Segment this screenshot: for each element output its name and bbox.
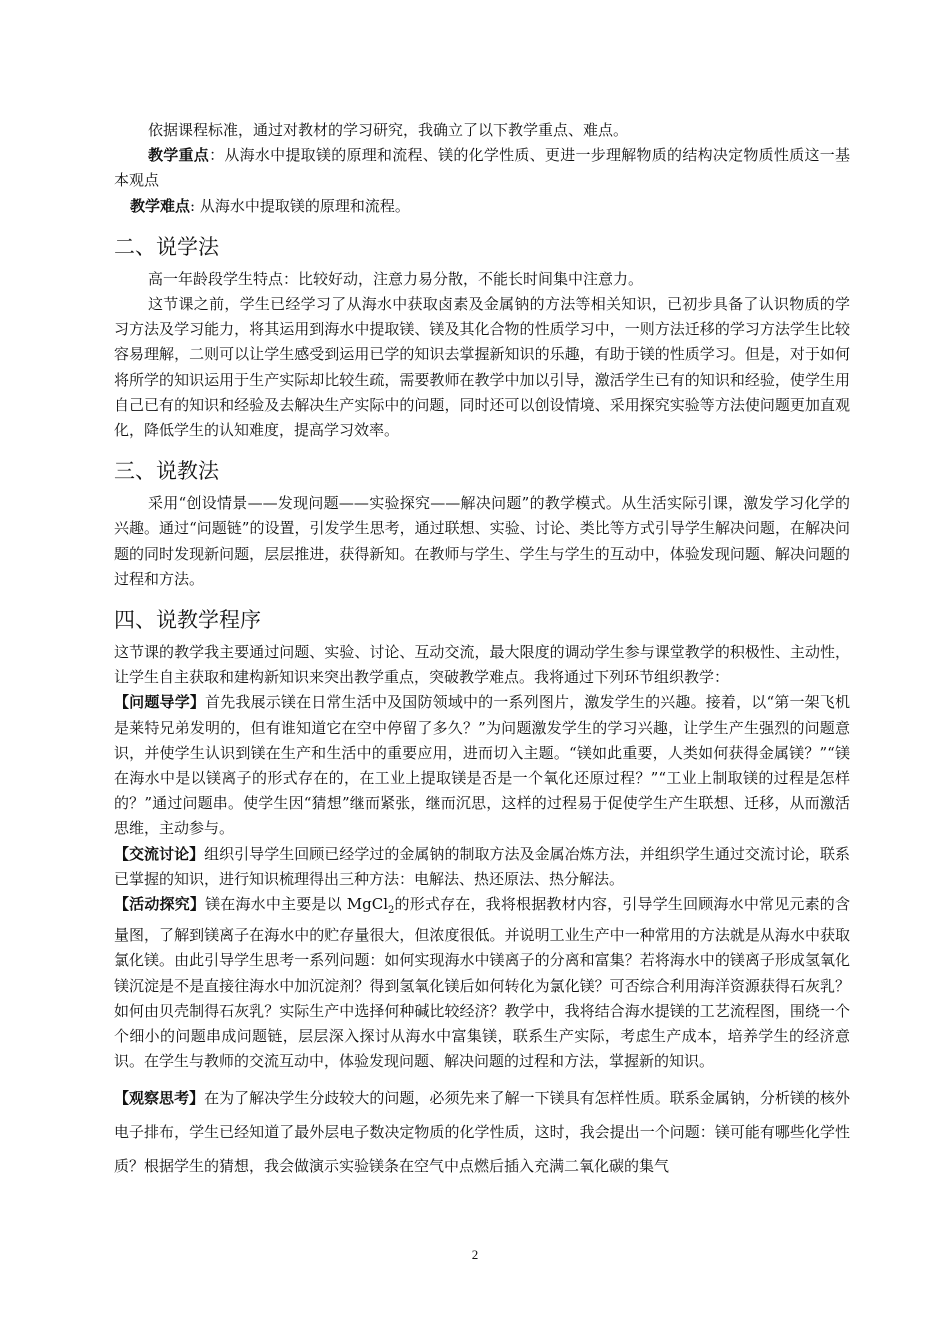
discussion-text: 组织引导学生回顾已经学过的金属钠的制取方法及金属冶炼方法，并组织学生通过交流讨论，联系已掌握的知识，进行知识梳理得出三种方法：电解法、热还原法、热分解法。 [114,844,850,888]
problem-guided-paragraph [114,690,850,841]
discussion-paragraph [114,842,850,892]
observation-text: 在为了解决学生分歧较大的问题，必须先来了解一下镁具有怎样性质。联系金属钠，分析镁的核外电子排布，学生已经知道了最外层电子数决定物质的化学性质，这时，我会提出一个问题：镁可能有哪些化学性质？根据学生的猜想，我会做演示实验镁条在空气中点燃后插入充满二氧化碳的集气 [114,1088,850,1175]
activity-text-pre: 镁在海水中主要是以 MgCl [205,895,388,914]
teaching-method-paragraph: 采用“创设情景——发现问题——实验探究——解决问题”的教学模式。从生活实际引课，激发学习化学的兴趣。通过“问题链”的设置，引发学生思考，通过联想、实验、讨论、类比等方式引导学生解决问题，在解决问题的同时发现新问题，层层推进，获得新知。在教师与学生、学生与学生的互动中，体验发现问题、解决问题的过程和方法。 [114,494,850,588]
difficulty-label: 教学难点 [130,196,191,215]
problem-guided-text: 首先我展示镁在日常生活中及国防领域中的一系列图片，激发学生的兴趣。接着，以“第一架飞机是莱特兄弟发明的，但有谁知道它在空中停留了多久？”为问题激发学生的学习兴趣，让学生产生强烈的问题意识，并使学生认识到镁在生产和生活中的重要应用，进而切入主题。“镁如此重要，人类如何获得金属镁？”“镁在海水中是以镁离子的形式存在的，在工业上提取镁是否是一个氧化还原过程？”“工业上制取镁的过程是怎样的？”通过问题串。使学生因“猜想”继而紧张，继而沉思，这样的过程易于促使学生产生联想、迁移，从而激活思维，主动参与。 [114,693,850,838]
activity-text-post: 的形式存在，我将根据教材内容，引导学生回顾海水中常见元素的含量图，了解到镁离子在海水中的贮存量很大，但浓度很低。并说明工业生产中一种常用的方法就是从海水中获取氯化镁。由此引导学生思考一系列问题：如何实现海水中镁离子的分离和富集？若将海水中的镁离子形成氢氧化镁沉淀是不是直接往海水中加沉淀剂？得到氢氧化镁后如何转化为氯化镁？可否综合利用海洋资源获得石灰乳？如何由贝壳制得石灰乳？实际生产中选择何种碱比较经济？教学中，我将结合海水提镁的工艺流程图，围绕一个个细小的问题串成问题链，层层深入探讨从海水中富集镁，联系生产实际，考虑生产成本，培养学生的经济意识。在学生与教师的交流互动中，体验发现问题、解决问题的过程和方法，掌握新的知识。 [114,895,850,1071]
activity-subscript: 2 [388,905,395,917]
page-content [114,118,850,1183]
difficulty-text: : 从海水中提取镁的原理和流程。 [190,196,410,215]
learning-method-paragraph-2: 这节课之前，学生已经学习了从海水中获取卤素及金属钠的方法等相关知识，已初步具备了认识物质的学习方法及学习能力，将其运用到海水中提取镁、镁及其化合物的性质学习中，一则方法迁移的学习方法学生比较容易理解，二则可以让学生感受到运用已学的知识去掌握新知识的乐趣，有助于镁的性质学习。但是，对于如何将所学的知识运用于生产实际却比较生疏，需要教师在教学中加以引导，激活学生已有的知识和经验，使学生用自己已有的知识和经验及去解决生产实际中的问题，同时还可以创设情境、采用探究实验等方法使问题更加直观化，降低学生的认知难度，提高学习效率。 [114,295,850,440]
activity-paragraph [114,892,850,1074]
observation-paragraph [114,1081,850,1183]
problem-guided-label: 【问题导学】 [114,693,206,712]
procedure-intro-paragraph: 这节课的教学我主要通过问题、实验、讨论、互动交流，最大限度的调动学生参与课堂教学的积极性、主动性，让学生自主获取和建构新知识来突出教学重点，突破教学难点。我将通过下列环节组织教学： [114,643,850,687]
discussion-label: 【交流讨论】 [114,844,205,863]
key-points-label: 教学重点 [148,146,210,165]
section-heading-teaching-method: 三、说教法 [114,459,219,484]
difficulty-paragraph [114,194,850,219]
observation-label: 【观察思考】 [114,1088,205,1107]
section-heading-teaching-procedure: 四、说教学程序 [114,608,261,633]
key-points-paragraph [114,143,850,193]
page-number: 2 [471,1247,479,1262]
learning-method-paragraph-1: 高一年龄段学生特点：比较好动，注意力易分散，不能长时间集中注意力。 [148,269,644,288]
intro-line: 依据课程标准，通过对教材的学习研究，我确立了以下教学重点、难点。 [148,121,629,139]
section-heading-learning-method: 二、说学法 [114,234,219,259]
activity-label: 【活动探究】 [114,895,206,914]
key-points-text: ：从海水中提取镁的原理和流程、镁的化学性质、更进一步理解物质的结构决定物质性质这一基本观点 [114,146,850,190]
